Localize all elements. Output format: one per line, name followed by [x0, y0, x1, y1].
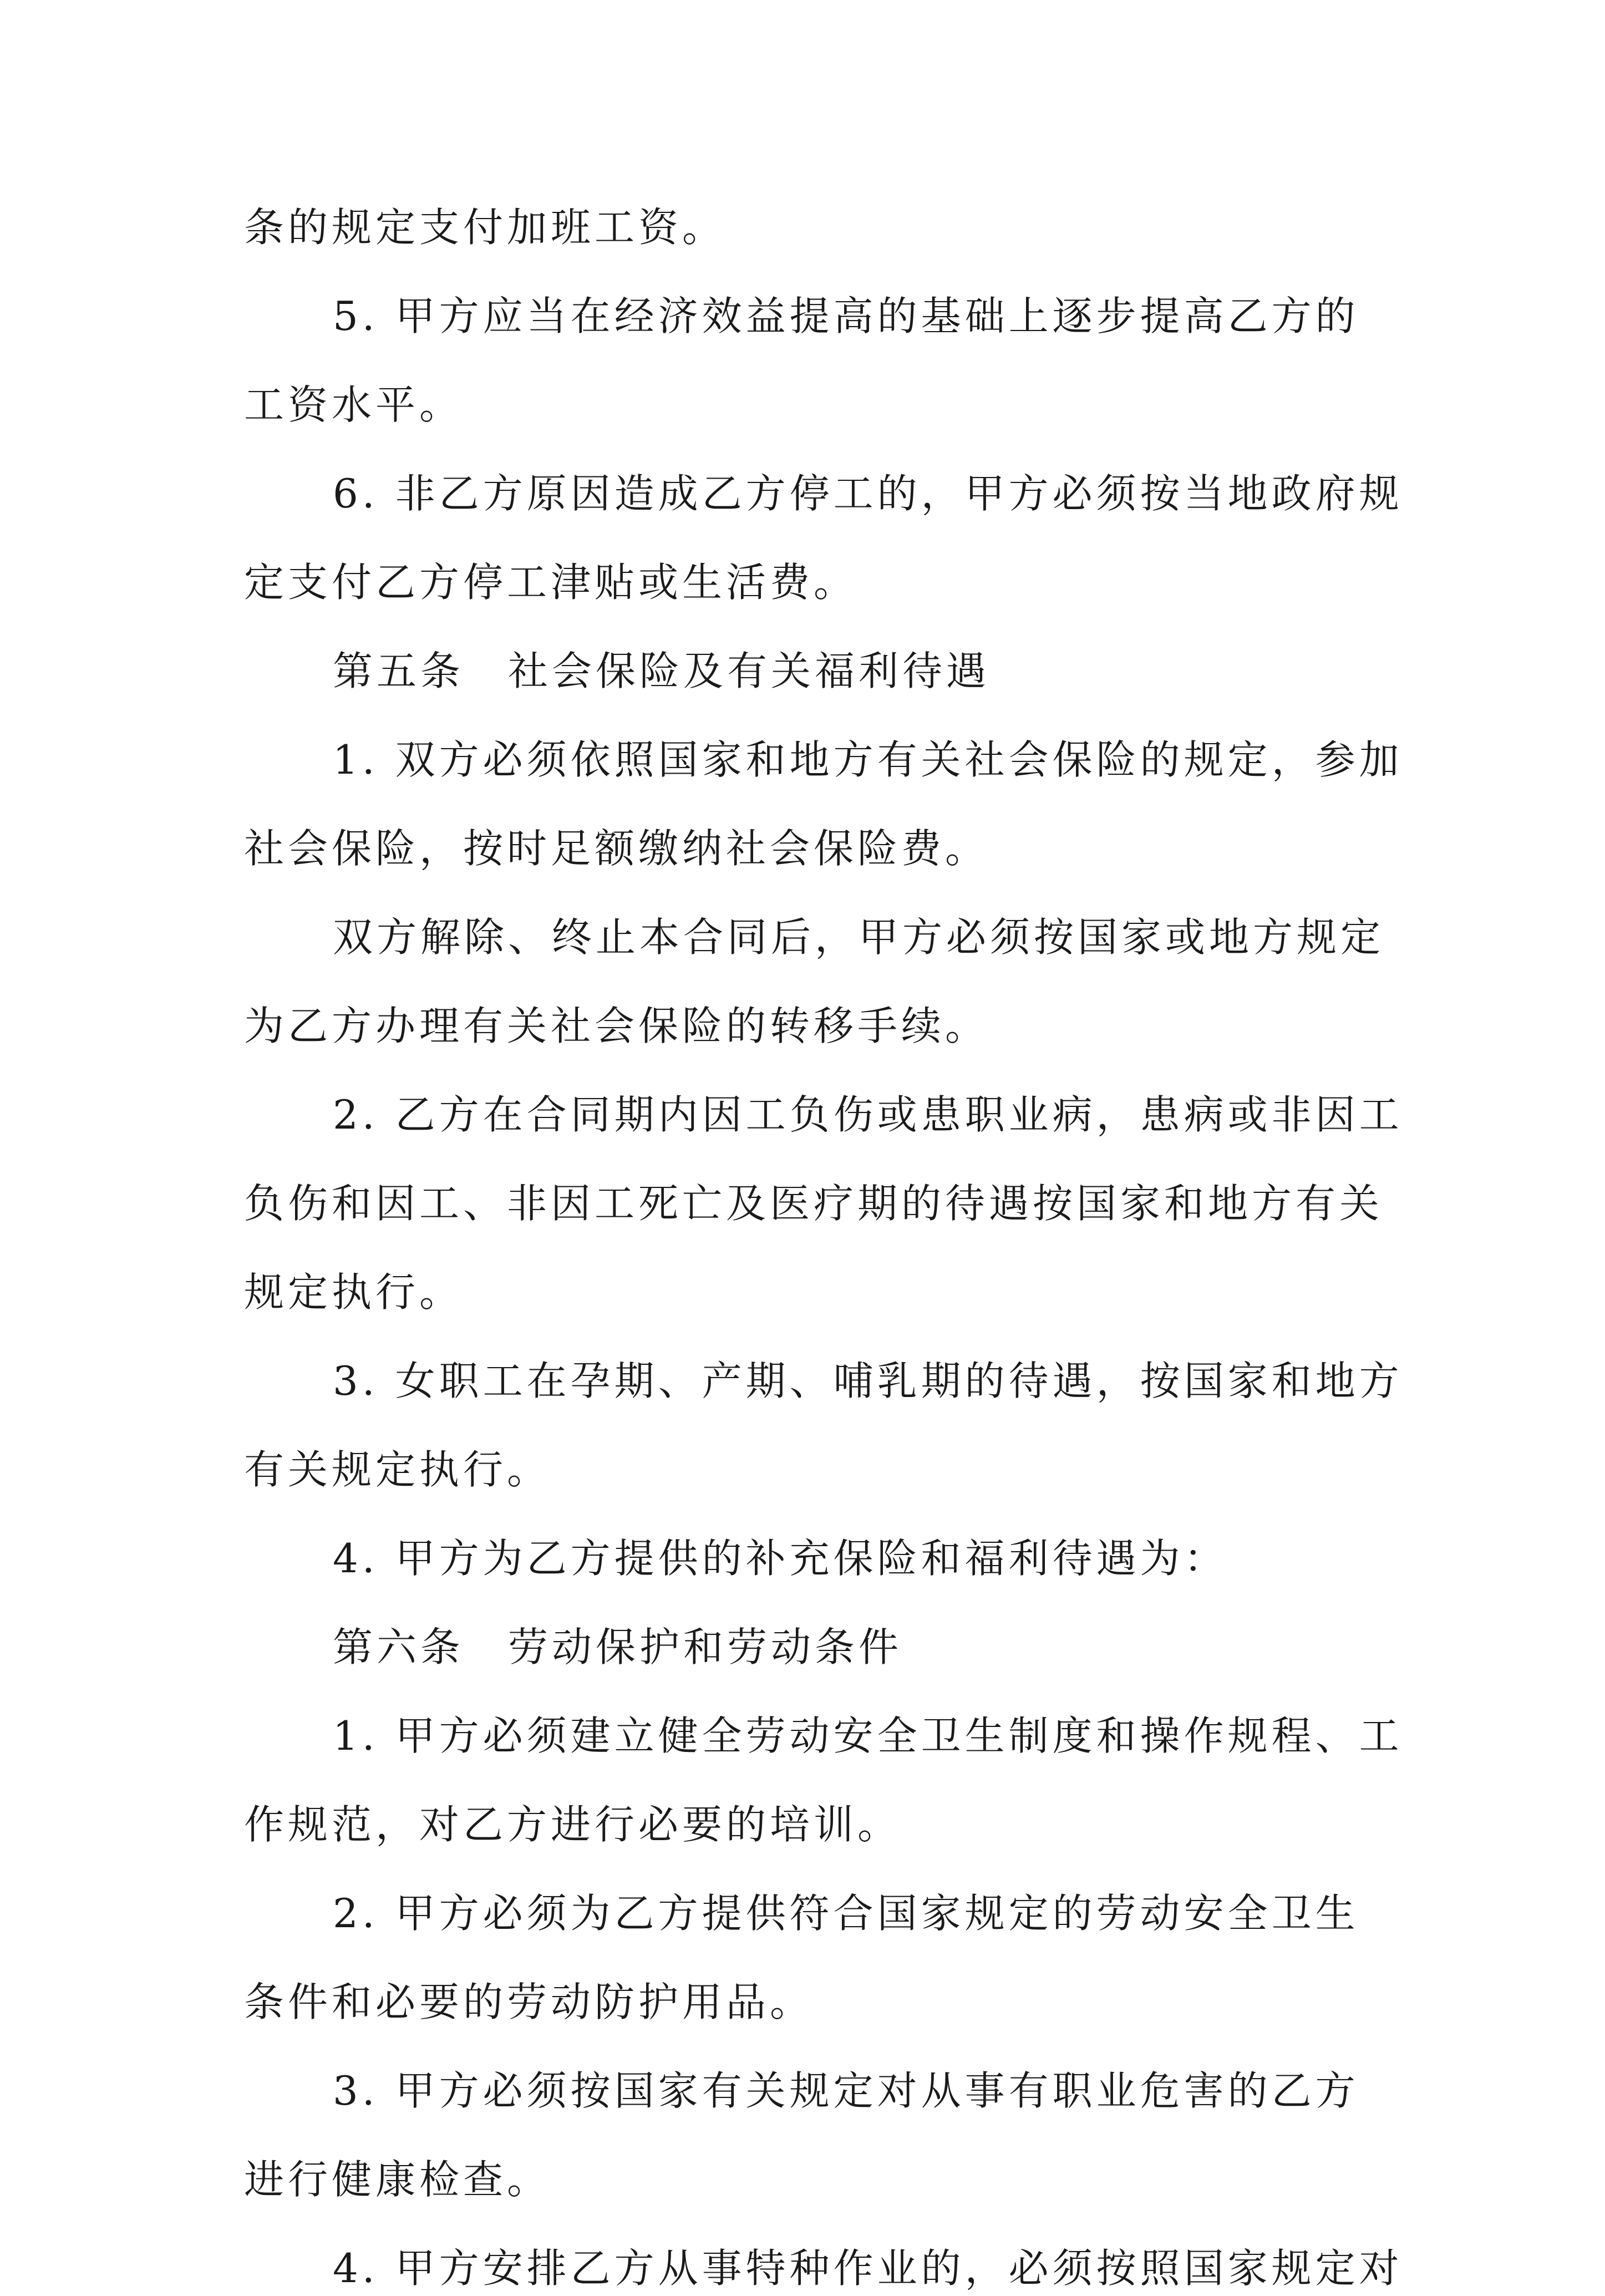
text-line-5: 定支付乙方停工津贴或生活费。 [244, 559, 858, 606]
text-line-1: 条的规定支付加班工资。 [244, 204, 727, 251]
text-line-12: 负伤和因工、非因工死亡及医疗期的待遇按国家和地方有关 [244, 1180, 1384, 1227]
section-heading-6: 第六条 劳动保护和劳动条件 [333, 1624, 903, 1670]
text-line-13: 规定执行。 [244, 1269, 464, 1315]
text-line-2: 5. 甲方应当在经济效益提高的基础上逐步提高乙方的 [333, 293, 1359, 339]
text-line-3: 工资水平。 [244, 382, 464, 428]
text-line-9: 双方解除、终止本合同后，甲方必须按国家或地方规定 [333, 914, 1385, 961]
text-line-16: 4. 甲方为乙方提供的补充保险和福利待遇为： [333, 1535, 1228, 1582]
text-line-4: 6. 非乙方原因造成乙方停工的，甲方必须按当地政府规 [333, 470, 1403, 517]
text-line-7: 1. 双方必须依照国家和地方有关社会保险的规定，参加 [333, 736, 1403, 783]
text-line-19: 作规范，对乙方进行必要的培训。 [244, 1801, 902, 1848]
text-line-15: 有关规定执行。 [244, 1446, 551, 1493]
text-line-23: 进行健康检查。 [244, 2156, 551, 2203]
text-line-21: 条件和必要的劳动防护用品。 [244, 1979, 814, 2025]
text-line-18: 1. 甲方必须建立健全劳动安全卫生制度和操作规程、工 [333, 1713, 1403, 1759]
text-line-20: 2. 甲方必须为乙方提供符合国家规定的劳动安全卫生 [333, 1890, 1359, 1937]
text-line-11: 2. 乙方在合同期内因工负伤或患职业病，患病或非因工 [333, 1091, 1403, 1138]
text-line-8: 社会保险，按时足额缴纳社会保险费。 [244, 825, 989, 872]
text-line-22: 3. 甲方必须按国家有关规定对从事有职业危害的乙方 [333, 2068, 1359, 2114]
text-line-24: 4. 甲方安排乙方从事特种作业的，必须按照国家规定对 [333, 2245, 1403, 2292]
text-line-14: 3. 女职工在孕期、产期、哺乳期的待遇，按国家和地方 [333, 1358, 1403, 1404]
section-heading-5: 第五条 社会保险及有关福利待遇 [333, 648, 991, 694]
text-line-10: 为乙方办理有关社会保险的转移手续。 [244, 1003, 989, 1049]
